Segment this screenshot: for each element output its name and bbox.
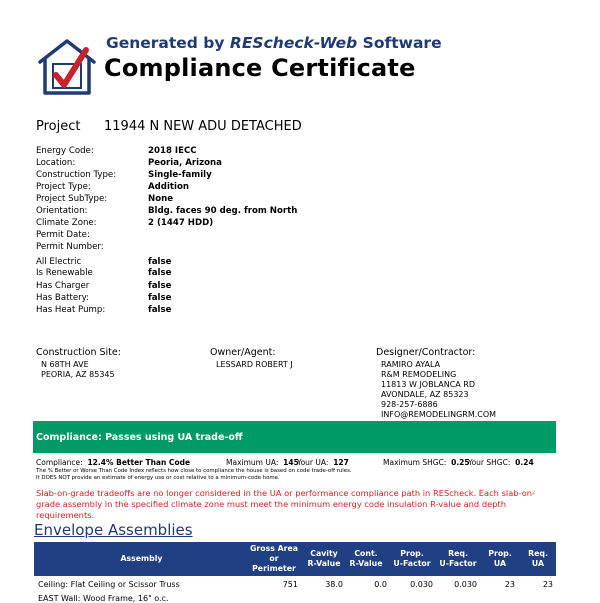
info-label: Construction Type: [36,170,117,180]
section-title: Envelope Assemblies [34,521,193,539]
info-value: Single-family [148,170,212,180]
designer-heading: Designer/Contractor: [376,347,476,358]
designer-line: 11813 W JOBLANCA RD [381,380,476,389]
info-label: Climate Zone: [36,218,97,228]
page-title: Compliance Certificate [104,54,416,82]
flag-value: false [148,305,172,315]
designer-contractor [376,347,497,419]
cell-prop-ua: 23 [504,580,515,589]
project-name: 11944 N NEW ADU DETACHED [104,119,302,134]
col-assembly: Assembly [120,554,163,563]
cell-cavity-r: 38.0 [325,580,343,589]
col-cavity-r: Cavity R-Value [307,549,341,568]
cell-req-ua: 23 [542,580,553,589]
index-note: The % Better or Worse Than Code Index reflects how close to compliance the house is based on code trade-off rules. [36,468,352,474]
designer-line: 928-257-6886 [381,400,438,409]
designer-line: R&M REMODELING [381,370,457,379]
your-ua: Your UA: 127 [297,458,349,467]
max-ua-value: 145 [283,458,299,467]
flag-value: false [148,281,172,291]
cell-assembly: Ceiling: Flat Ceiling or Scissor Truss [38,580,180,589]
flag-value: false [148,257,172,267]
info-value: Peoria, Arizona [148,158,222,168]
col-prop-ua: Prop. UA [488,549,512,568]
max-shgc: Maximum SHGC: 0.25 [383,458,470,467]
info-label: Energy Code: [36,146,94,156]
col-prop-u: Prop. U-Factor [393,549,431,568]
flag-value: false [148,268,172,278]
flag-label: Is Renewable [36,268,93,278]
info-value: None [148,194,174,204]
designer-line: INFO@REMODELINGRM.COM [381,410,497,419]
designer-line: AVONDALE, AZ 85323 [381,390,469,399]
cell-area: 751 [282,580,298,589]
flag-label: All Electric [36,257,82,267]
info-value: Bldg. faces 90 deg. from North [148,206,298,216]
info-value: 2018 IECC [148,146,197,156]
slab-warning: Slab-on-grade tradeoffs are no longer considered in the UA or performance compliance path in REScheck. Each slab-on-grade assembly in the specified climate zone must meet the minimum energy code insulation R-value and depth requirements. [36,488,536,520]
compliance-summary: Compliance: 12.4% Better Than Code [36,458,191,467]
cell-req-u: 0.030 [454,580,477,589]
designer-line: RAMIRO AYALA [381,360,441,369]
compliance-value: 12.4% Better Than Code [87,458,191,467]
max-shgc-value: 0.25 [451,458,470,467]
site-line: N 68TH AVE [41,360,89,369]
cell-assembly: EAST Wall: Wood Frame, 16" o.c. [38,594,169,603]
flag-label: Has Charger [36,281,90,291]
col-req-ua: Req. UA [528,549,548,568]
compliance-status: Compliance: Passes using UA trade-off [36,432,243,443]
info-label: Permit Date: [36,230,90,240]
owner-line: LESSARD ROBERT J [216,360,293,369]
info-label: Permit Number: [36,242,104,252]
info-value: 2 (1447 HDD) [148,218,214,228]
index-disclaimer: It DOES NOT provide an estimate of energy use or cost relative to a minimum-code home. [36,475,280,481]
cell-prop-u: 0.030 [410,580,433,589]
your-shgc-value: 0.24 [515,458,534,467]
info-label: Project SubType: [36,194,108,204]
col-req-u: Req. U-Factor [439,549,477,568]
generated-by-line: Generated by REScheck-Web Software [106,34,442,52]
project-label: Project [36,119,81,134]
your-shgc: Your SHGC: 0.24 [468,458,534,467]
table-header [34,542,556,576]
your-ua-value: 127 [333,458,349,467]
cell-cont-r: 0.0 [374,580,387,589]
flag-label: Has Battery: [36,293,90,303]
max-ua: Maximum UA: 145 [226,458,299,467]
rescheck-logo-icon [36,38,98,96]
site-heading: Construction Site: [36,347,121,358]
flag-value: false [148,293,172,303]
owner-agent [210,347,293,369]
brand-name: REScheck-Web [229,34,358,52]
info-label: Orientation: [36,206,88,216]
info-label: Location: [36,158,76,168]
info-label: Project Type: [36,182,91,192]
owner-heading: Owner/Agent: [210,347,276,358]
construction-site [36,347,121,379]
site-line: PEORIA, AZ 85345 [41,370,115,379]
col-cont-r: Cont. R-Value [349,549,383,568]
flag-label: Has Heat Pump: [36,305,106,315]
col-gross-area: Gross Area or Perimeter [249,544,299,573]
info-value: Addition [148,182,189,192]
